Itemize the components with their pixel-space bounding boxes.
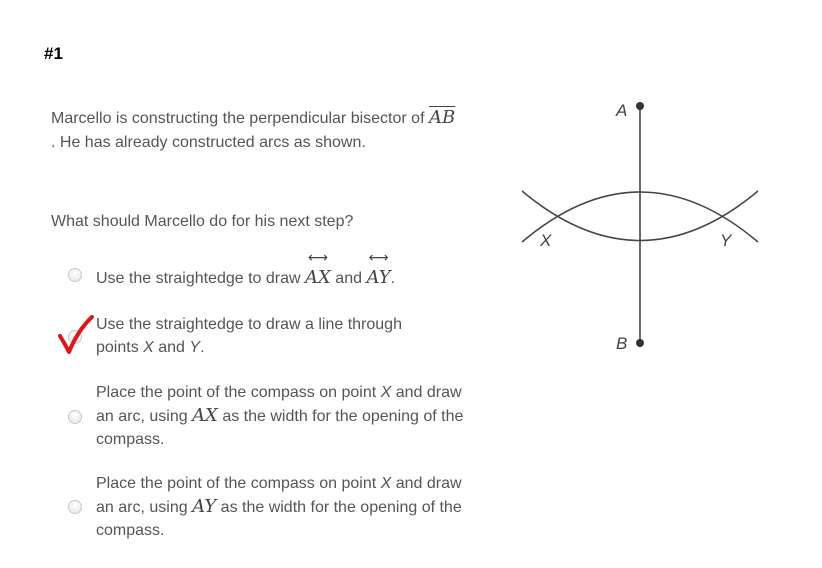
option-label: Place the point of the compass on point X and draw an arc, using AY as the width for the opening of the compass. <box>96 475 462 539</box>
option-label: Use the straightedge to draw ⟷ AX and ⟷ AY. <box>96 250 396 288</box>
point-b <box>636 339 644 347</box>
label-x: X <box>540 231 552 250</box>
prompt-text: Marcello is constructing the perpendicular bisector of <box>51 110 429 127</box>
label-y: Y <box>720 231 732 250</box>
construction-diagram <box>510 92 770 362</box>
line-ax: AX <box>305 267 331 288</box>
question-number: #1 <box>44 44 63 63</box>
checkmark-icon <box>56 314 96 356</box>
label-a: A <box>616 101 628 120</box>
radio-button[interactable] <box>68 500 82 514</box>
segment-ax: AX <box>192 405 218 426</box>
label-b: B <box>616 334 628 353</box>
line-ay: AY <box>366 267 391 288</box>
question-text: What should Marcello do for his next step? <box>51 213 354 230</box>
point-a <box>636 102 644 110</box>
radio-button[interactable] <box>68 410 82 424</box>
option-label: Place the point of the compass on point X and draw an arc, using AX as the width for the opening of the compass. <box>96 384 464 448</box>
question-prompt <box>51 106 506 155</box>
segment-ab: $\overline{AB}$ <box>428 107 456 128</box>
option-label: Use the straightedge to draw a line through points X and Y. <box>96 316 402 356</box>
radio-button[interactable] <box>68 268 82 282</box>
prompt-text-end: . He has already constructed arcs as shown. <box>51 134 366 151</box>
segment-ay: AY <box>192 496 217 517</box>
